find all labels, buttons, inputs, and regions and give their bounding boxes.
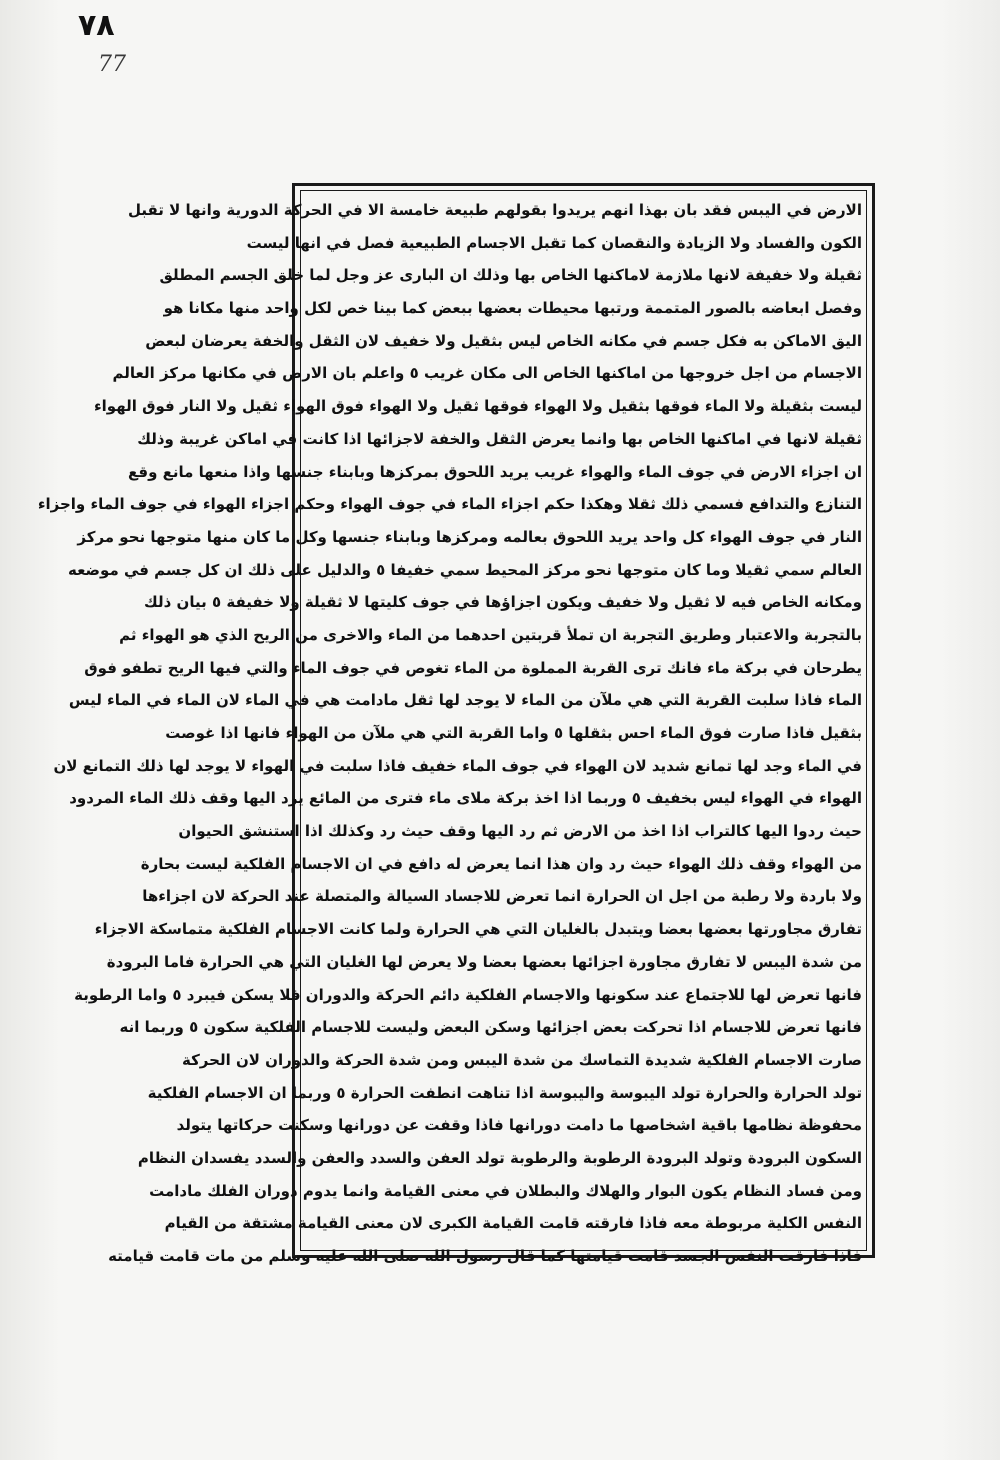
text-line: ولا باردة ولا رطبة من اجل ان الحرارة انما تعرض للاجساد السيالة والمتصلة عند الحركة لان اجزاءها bbox=[142, 887, 862, 906]
text-line: الاجسام من اجل خروجها من اماكنها الخاص الى مكان غريب ٥ واعلم بان الارض في مكانها مركز العالم bbox=[112, 364, 862, 383]
text-line: في الماء وجد لها تمانع شديد لان الهواء في جوف الماء خفيف فاذا سلبت في الهواء لا يوجد لها ذلك التمانع لان bbox=[53, 756, 862, 775]
text-line: ومن فساد النظام يكون البوار والهلاك والبطلان في معنى القيامة وانما يدوم دوران الفلك مادامت bbox=[149, 1181, 862, 1200]
text-line: حيث ردوا اليها كالتراب اذا اخذ من الارض ثم رد اليها وقف حيث رد وكذلك اذا استنشق الحيوان bbox=[178, 822, 862, 841]
text-line: تولد الحرارة والحرارة تولد اليبوسة واليبوسة اذا تناهت انطفت الحرارة ٥ وربما ان الاجسام الفلكية bbox=[147, 1083, 862, 1102]
text-line: ليست بثقيلة ولا الماء فوقها بثقيل ولا الهواء فوقها ثقيل ولا الهواء فوق الهواء ثقيل ولا النار فوق الهواء bbox=[93, 397, 862, 416]
text-line: السكون البرودة وتولد البرودة الرطوبة والرطوبة تولد العفن والسدد والعفن والسدد يفسدان النظام bbox=[137, 1148, 862, 1167]
text-line: من الهواء وقف ذلك الهواء حيث رد وان هذا انما يعرض له دافع في ان الاجسام الفلكية ليست بحارة bbox=[140, 854, 862, 873]
manuscript-text-block bbox=[37, 194, 862, 1265]
text-line: التنازع والتدافع فسمي ذلك ثقلا وهكذا حكم اجزاء الماء في جوف الهواء وحكم اجزاء الهواء في جوف الماء واجزاء bbox=[37, 495, 862, 514]
text-line: صارت الاجسام الفلكية شديدة التماسك من شدة اليبس ومن شدة الحركة والدوران لان الحركة bbox=[181, 1050, 862, 1069]
text-line: بالتجربة والاعتبار وطريق التجربة ان تملأ قربتين احدهما من الماء والاخرى من الريح الذي هو الهواء ثم bbox=[119, 625, 862, 644]
folio-number: ٧٨ bbox=[78, 8, 115, 43]
text-line: فانها تعرض لها للاجتماع عند سكونها والاجسام الفلكية دائم الحركة والدوران فلا يسكن فيبرد ٥ واما الرطوبة bbox=[74, 985, 862, 1004]
text-line: بثقيل فاذا صارت فوق الماء احس بثقلها ٥ واما القربة التي هي ملآن من الهواء فانها اذا غوصت bbox=[165, 724, 862, 742]
text-line: اليق الاماكن به فكل جسم في مكانه الخاص ليس بثقيل ولا خفيف لان الثقل والخفة يعرضان لبعض bbox=[145, 331, 862, 350]
text-line: ان اجزاء الارض في جوف الماء والهواء غريب يريد اللحوق بمركزها وبابناء جنسها واذا منعها مانع وقع bbox=[128, 462, 862, 481]
text-line: النفس الكلية مربوطة معه فاذا فارقته قامت القيامة الكبرى لان معنى القيامة مشتقة من القيام bbox=[164, 1214, 862, 1233]
text-line: الكون والفساد ولا الزيادة والنقصان كما تقبل الاجسام الطبيعية فصل في انها ليست bbox=[246, 233, 862, 252]
text-line: الارض في اليبس فقد بان بهذا انهم يريدوا بقولهم طبيعة خامسة الا في الحركة الدورية وانها لا تقبل bbox=[127, 201, 862, 219]
text-line: الهواء في الهواء ليس بخفيف ٥ وربما اذا اخذ بركة ملاى ماء فترى من المائع يرد اليها وقف ذلك الماء المردود bbox=[69, 789, 862, 808]
text-line: محفوظة نظامها باقية اشخاصها ما دامت دورانها فاذا وقفت عن دورانها وسكنت حركاتها يتولد bbox=[176, 1116, 862, 1135]
text-line: ومكانه الخاص فيه لا ثقيل ولا خفيف ويكون اجزاؤها في جوف كليتها لا ثقيلة ولا خفيفة ٥ بيان ذلك bbox=[144, 593, 862, 612]
text-line: العالم سمي ثقيلا وما كان متوجها نحو مركز المحيط سمي خفيفا ٥ والدليل على ذلك ان كل جسم في موضعه bbox=[67, 560, 862, 579]
text-line: تفارق مجاورتها بعضها بعضا ويتبدل بالغليان التي هي الحرارة ولما كانت الاجسام الفلكية متماسكة الاجزاء bbox=[94, 920, 862, 939]
text-line: فاذا فارقت النفس الجسد قامت قيامتها كما قال رسول الله صلى الله عليه وسلم من مات قامت قيامته bbox=[108, 1247, 862, 1265]
text-line: من شدة اليبس لا تفارق مجاورة اجزائها بعضها بعضا ولا يعرض لها الغليان التي هي الحرارة فاما البرودة bbox=[106, 952, 862, 971]
text-line: النار في جوف الهواء كل واحد يريد اللحوق بعالمه ومركزها وبابناء جنسها وكل ما كان منها متوجها نحو مركز bbox=[77, 527, 862, 546]
text-line: يطرحان في بركة ماء فانك ترى القربة المملوة من الماء تغوص في جوف الماء والتي فيها الريح تطفو فوق bbox=[84, 658, 862, 677]
text-line: ثقيلة لانها في اماكنها الخاص بها وانما يعرض الثقل والخفة لاجزائها اذا كانت في اماكن غريبة وذلك bbox=[137, 429, 862, 448]
text-line: فانها تعرض للاجسام اذا تحركت بعض اجزائها وسكن البعض وليست للاجسام الفلكية سكون ٥ وربما انه bbox=[119, 1018, 862, 1037]
text-line: وفصل ابعاضه بالصور المتممة ورتبها محيطات بعضها ببعض كما بينا خص لكل واحد منها مكانا هو bbox=[163, 299, 862, 318]
text-line: ثقيلة ولا خفيفة لانها ملازمة لاماكنها الخاص بها وذلك ان البارى عز وجل لما خلق الجسم المطلق bbox=[159, 266, 862, 285]
folio-old-number: 77 bbox=[98, 52, 126, 77]
text-line: الماء فاذا سلبت القربة التي هي ملآن من الماء لا يوجد لها ثقل مادامت هي في الماء لان الماء في الماء ليس bbox=[68, 691, 862, 710]
